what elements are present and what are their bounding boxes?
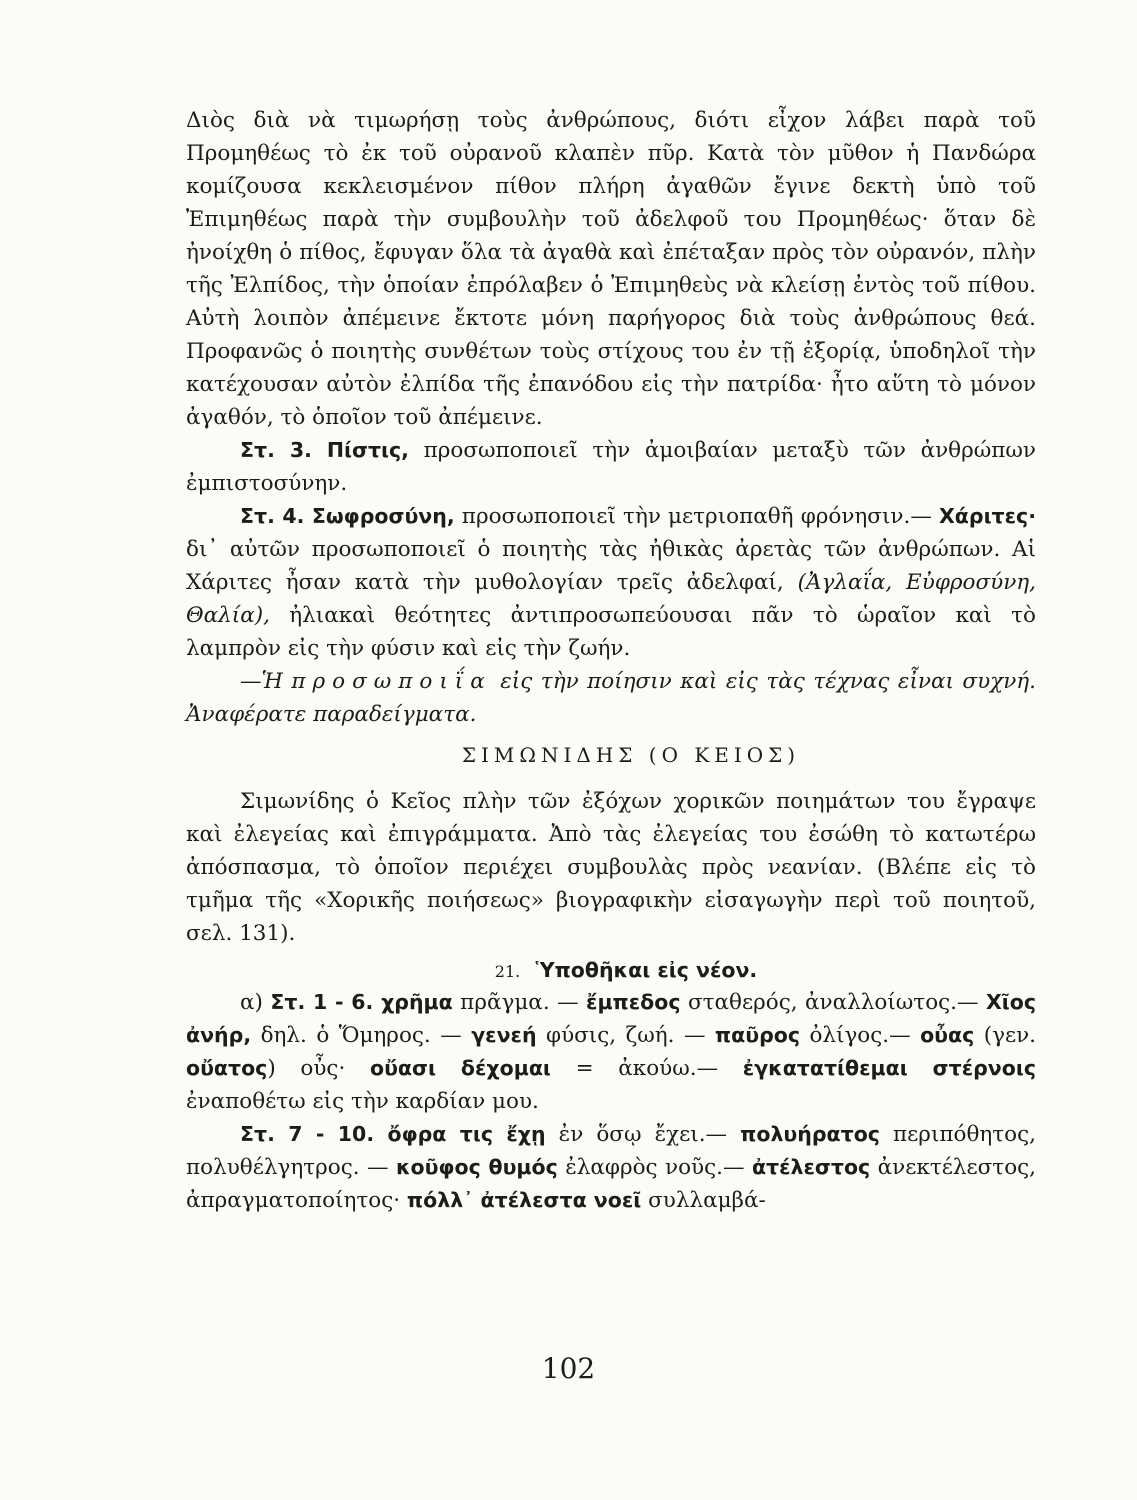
text-column	[186, 104, 1036, 1217]
note-verse-4: Στ. 4. Σωφροσύνη, προσωποποιεῖ τὴν μετριοπαθῆ φρόνησιν.— Χάριτες· δι᾽ αὐτῶν προσωποποιεῖ ὁ ποιητὴς τὰς ἠθικὰς ἀρετὰς τῶν ἀνθρώπων. Αἱ Χάριτες ἦσαν κατὰ τὴν μυθολογίαν τρεῖς ἀδελφαί, (Ἀγλαΐα, Εὐφροσύνη, Θαλία), ἠλιακαὶ θεότητες ἀντιπροσωπεύουσαι πᾶν τὸ ὡραῖον καὶ τὸ λαμπρὸν εἰς τὴν φύσιν καὶ εἰς τὴν ζωήν.	[186, 504, 1036, 661]
note-verses-7-10: Στ. 7 - 10. ὄφρα τις ἔχῃ ἐν ὅσῳ ἔχει.— πολυήρατος περιπόθητος, πολυθέλγητρος. — κοῦφος θυμός ἐλαφρὸς νοῦς.— ἀτέλεστος ἀνεκτέλεστος, ἀπραγματοποίητος· πόλλ᾽ ἀτέλεστα νοεῖ συλλαμβά-	[186, 1122, 1037, 1213]
graces-names: (Ἀγλαΐα, Εὐφροσύνη, Θαλία),	[186, 570, 1036, 628]
section-heading-simonides: ΣΙΜΩΝΙΔΗΣ (Ο ΚΕΙΟΣ)	[461, 743, 801, 767]
lemma-pistis: Στ. 3. Πίστις,	[240, 438, 409, 462]
poem-title: Ὑποθῆκαι εἰς νέον.	[535, 958, 758, 982]
lemma-sophrosyne: Στ. 4. Σωφροσύνη,	[240, 504, 455, 528]
note-verses-1-6: α) Στ. 1 - 6. χρῆμα πρᾶγμα. — ἔμπεδος σταθερός, ἀναλλοίωτος.— Χῖος ἀνήρ, δηλ. ὁ Ὅμηρος. — γενεή φύσις, ζωή. — παῦρος ὀλίγος.— οὖας (γεν. οὔατος) οὖς· οὔασι δέχομαι = ἀκούω.— ἐγκατατίθεμαι στέρνοις ἐναποθέτω εἰς τὴν καρδίαν μου.	[186, 990, 1037, 1114]
paragraph-simonides-intro: Σιμωνίδης ὁ Κεῖος πλὴν τῶν ἐξόχων χορικῶν ποιημάτων του ἔγραψε καὶ ἐλεγείας καὶ ἐπιγράμματα. Ἀπὸ τὰς ἐλεγείας του ἐσώθη τὸ κατωτέρω ἀπόσπασμα, τὸ ὁποῖον περιέχει συμβουλὰς πρὸς νεανίαν. (Βλέπε εἰς τὸ τμῆμα τῆς «Χορικῆς ποιήσεως» βιογραφικὴν εἰσαγωγὴν περὶ τοῦ ποιητοῦ, σελ. 131).	[186, 789, 1036, 946]
spaced-term: προσωποιΐα	[291, 669, 492, 694]
note-verse-3: Στ. 3. Πίστις, προσωποποιεῖ τὴν ἀμοιβαίαν μεταξὺ τῶν ἀνθρώπων ἐμπιστοσύνην.	[186, 438, 1037, 496]
lemma-charites: Χάριτες·	[939, 504, 1036, 528]
note-personification: —Ἡ προσωποιΐα εἰς τὴν ποίησιν καὶ εἰς τὰς τέχνας εἶναι συχνή. Ἀναφέρατε παραδείγματα.	[186, 669, 1036, 727]
paragraph-pandora-myth: Διὸς διὰ νὰ τιμωρήσῃ τοὺς ἀνθρώπους, διότι εἶχον λάβει παρὰ τοῦ Προμηθέως τὸ ἐκ τοῦ οὐρανοῦ κλαπὲν πῦρ. Κατὰ τὸν μῦθον ἡ Πανδώρα κομίζουσα κεκλεισμένον πίθον πλήρη ἀγαθῶν ἔγινε δεκτὴ ὑπὸ τοῦ Ἐπιμηθέως παρὰ τὴν συμβουλὴν τοῦ ἀδελφοῦ του Προμηθέως· ὅταν δὲ ἠνοίχθη ὁ πίθος, ἔφυγαν ὅλα τὰ ἀγαθὰ καὶ ἐπέταξαν πρὸς τὸν οὐρανόν, πλὴν τῆς Ἐλπίδος, τὴν ὁποίαν ἐπρόλαβεν ὁ Ἐπιμηθεὺς νὰ κλείσῃ ἐντὸς τοῦ πίθου. Αὐτὴ λοιπὸν ἀπέμεινε ἔκτοτε μόνη παρήγορος διὰ τοὺς ἀνθρώπους θεά. Προφανῶς ὁ ποιητὴς συνθέτων τοὺς στίχους του ἐν τῇ ἐξορίᾳ, ὑποδηλοῖ τὴν κατέχουσαν αὐτὸν ἐλπίδα τῆς ἐπανόδου εἰς τὴν πατρίδα· ἦτο αὕτη τὸ μόνον ἀγαθόν, τὸ ὁποῖον τοῦ ἀπέμεινε.	[186, 108, 1036, 430]
page-number: 102	[541, 1352, 596, 1385]
poem-heading: 21. Ὑποθῆκαι εἰς νέον.	[494, 958, 758, 982]
